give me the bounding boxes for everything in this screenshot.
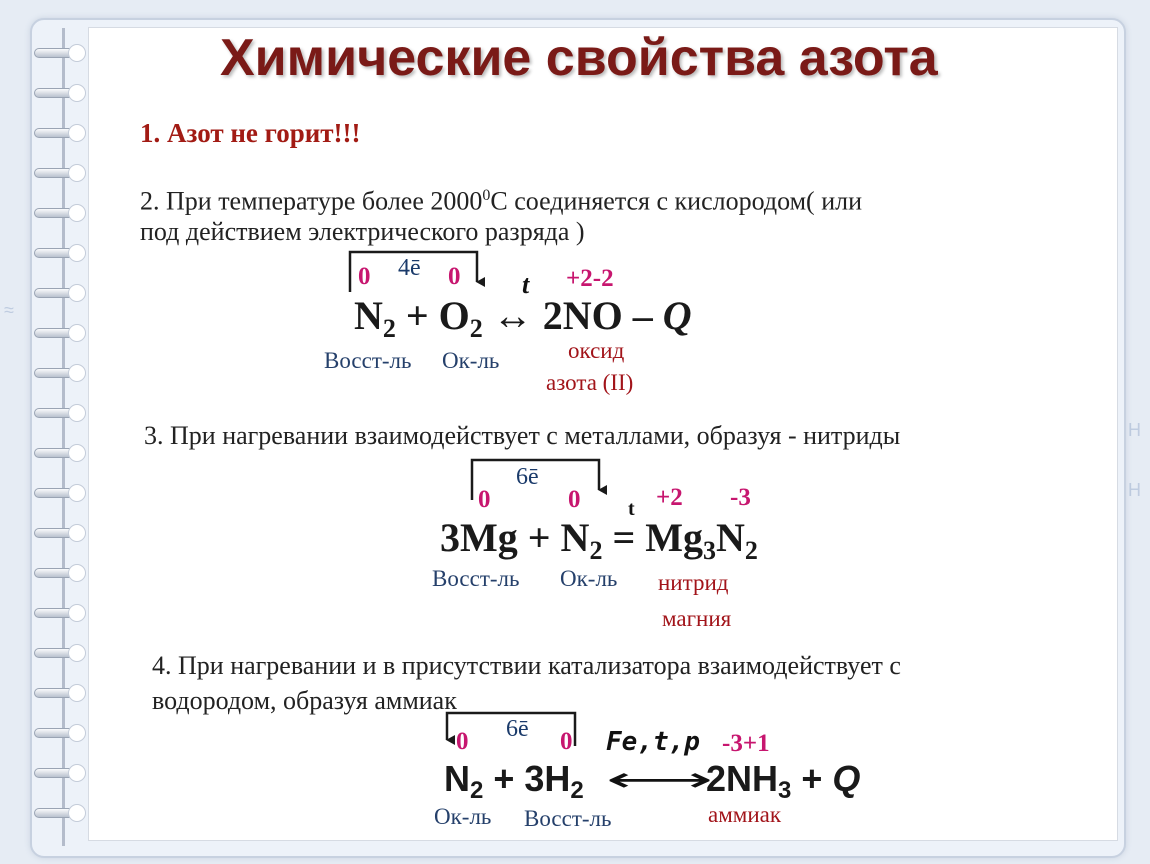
binder-ring xyxy=(34,322,90,342)
binder-ring xyxy=(34,802,90,822)
binder-ring xyxy=(34,602,90,622)
binder-ring xyxy=(34,162,90,182)
s2-oxidizer-label: Ок-ль xyxy=(442,348,500,373)
binder-ring xyxy=(34,562,90,582)
s2-eq-o: + O xyxy=(395,293,470,338)
s2-product-line-1: оксид xyxy=(568,338,625,363)
binder-ring xyxy=(34,242,90,262)
s4-ox-product: -3+1 xyxy=(722,730,770,757)
binder-ring xyxy=(34,122,90,142)
section-3-text: 3. При нагревании взаимодействует с металлами, образуя - нитриды xyxy=(144,421,901,450)
section-2-text-pre: 2. При температуре более 2000 xyxy=(140,186,483,216)
s3-ox-minus: -3 xyxy=(730,484,751,511)
s2-eq-n-sub: 2 xyxy=(382,314,396,343)
page-title: Химические свойства азота xyxy=(220,29,938,87)
s2-condition: t xyxy=(522,270,530,299)
binder-ring xyxy=(34,482,90,502)
s3-eq-n2-sub: 2 xyxy=(744,536,758,565)
s3-eq-n2: N xyxy=(715,515,745,560)
s2-eq-product: ↔ 2NO – xyxy=(482,293,663,338)
s4-ox-h: 0 xyxy=(560,728,573,755)
s3-ox-plus: +2 xyxy=(656,484,683,511)
s2-reducer-label: Восст-ль xyxy=(324,348,412,373)
s3-equation xyxy=(440,514,758,566)
s4-eq-h: + 3H xyxy=(483,758,571,799)
s4-equation-product xyxy=(706,758,860,805)
s4-reducer-label: Восст-ль xyxy=(524,806,612,831)
s2-eq-q: Q xyxy=(662,293,692,338)
s2-ox-product: +2-2 xyxy=(566,265,614,292)
s3-reducer-label: Восст-ль xyxy=(432,566,520,591)
background-doodle: H xyxy=(1128,480,1141,500)
binder-ring xyxy=(34,682,90,702)
background-doodle: ≈ xyxy=(4,300,14,320)
binder-ring xyxy=(34,82,90,102)
s3-eq-mg-sub: 3 xyxy=(702,536,716,565)
binder-ring xyxy=(34,762,90,782)
binder-ring xyxy=(34,362,90,382)
binder-ring xyxy=(34,282,90,302)
s3-eq-mg: = Mg xyxy=(602,515,703,560)
section-4-line-2: водородом, образуя аммиак xyxy=(152,686,457,715)
s4-eq-h-sub: 2 xyxy=(570,777,584,804)
s3-ox-mg: 0 xyxy=(478,486,491,513)
s4-eq-n: N xyxy=(444,758,470,799)
s4-eq-q: Q xyxy=(832,758,861,799)
binder-ring xyxy=(34,42,90,62)
section-2-text-post: С соединяется с кислородом( или xyxy=(490,186,863,216)
s3-eq-n-sub: 2 xyxy=(589,536,603,565)
s4-condition: Fe,t,p xyxy=(606,727,700,757)
section-2-degree: 0 xyxy=(482,187,491,204)
s3-eq-reactants: 3Mg + N xyxy=(440,515,590,560)
s4-eq-arrow: ⟷ xyxy=(606,760,714,800)
binder-ring xyxy=(34,522,90,542)
s3-electrons: 6ē xyxy=(516,464,539,490)
s4-eq-plus: + xyxy=(791,758,833,799)
s2-equation xyxy=(354,292,692,344)
s2-ox-o: 0 xyxy=(448,263,461,290)
s3-condition: t xyxy=(628,498,635,520)
s2-electrons: 4ē xyxy=(398,255,421,281)
s4-electrons: 6ē xyxy=(506,716,529,742)
section-2-line-2: под действием электрического разряда ) xyxy=(140,217,585,246)
binder-ring xyxy=(34,202,90,222)
s4-eq-nh-sub: 3 xyxy=(778,777,792,804)
section-2-line-1 xyxy=(140,178,862,219)
binder-ring xyxy=(34,402,90,422)
binder-ring xyxy=(34,442,90,462)
s4-equation xyxy=(444,758,584,805)
s4-eq-n-sub: 2 xyxy=(470,777,484,804)
s4-oxidizer-label: Ок-ль xyxy=(434,804,492,829)
s3-product-line-2: магния xyxy=(662,606,732,631)
s2-eq-o-sub: 2 xyxy=(469,314,483,343)
binder-ring xyxy=(34,642,90,662)
section-1-heading: 1. Азот не горит!!! xyxy=(140,118,361,148)
section-4-line-1: 4. При нагревании и в присутствии катализатора взаимодействует с xyxy=(152,651,901,680)
s3-product-line-1: нитрид xyxy=(658,570,729,595)
s4-product-label: аммиак xyxy=(708,802,782,827)
s2-ox-n: 0 xyxy=(358,263,371,290)
s2-product-line-2: азота (II) xyxy=(546,370,634,395)
binder-ring xyxy=(34,722,90,742)
s3-ox-n: 0 xyxy=(568,486,581,513)
background-doodle: H xyxy=(1128,420,1141,440)
s3-oxidizer-label: Ок-ль xyxy=(560,566,618,591)
s2-eq-n: N xyxy=(354,293,383,338)
s4-eq-nh: 2NH xyxy=(706,758,779,799)
s4-ox-n: 0 xyxy=(456,728,469,755)
